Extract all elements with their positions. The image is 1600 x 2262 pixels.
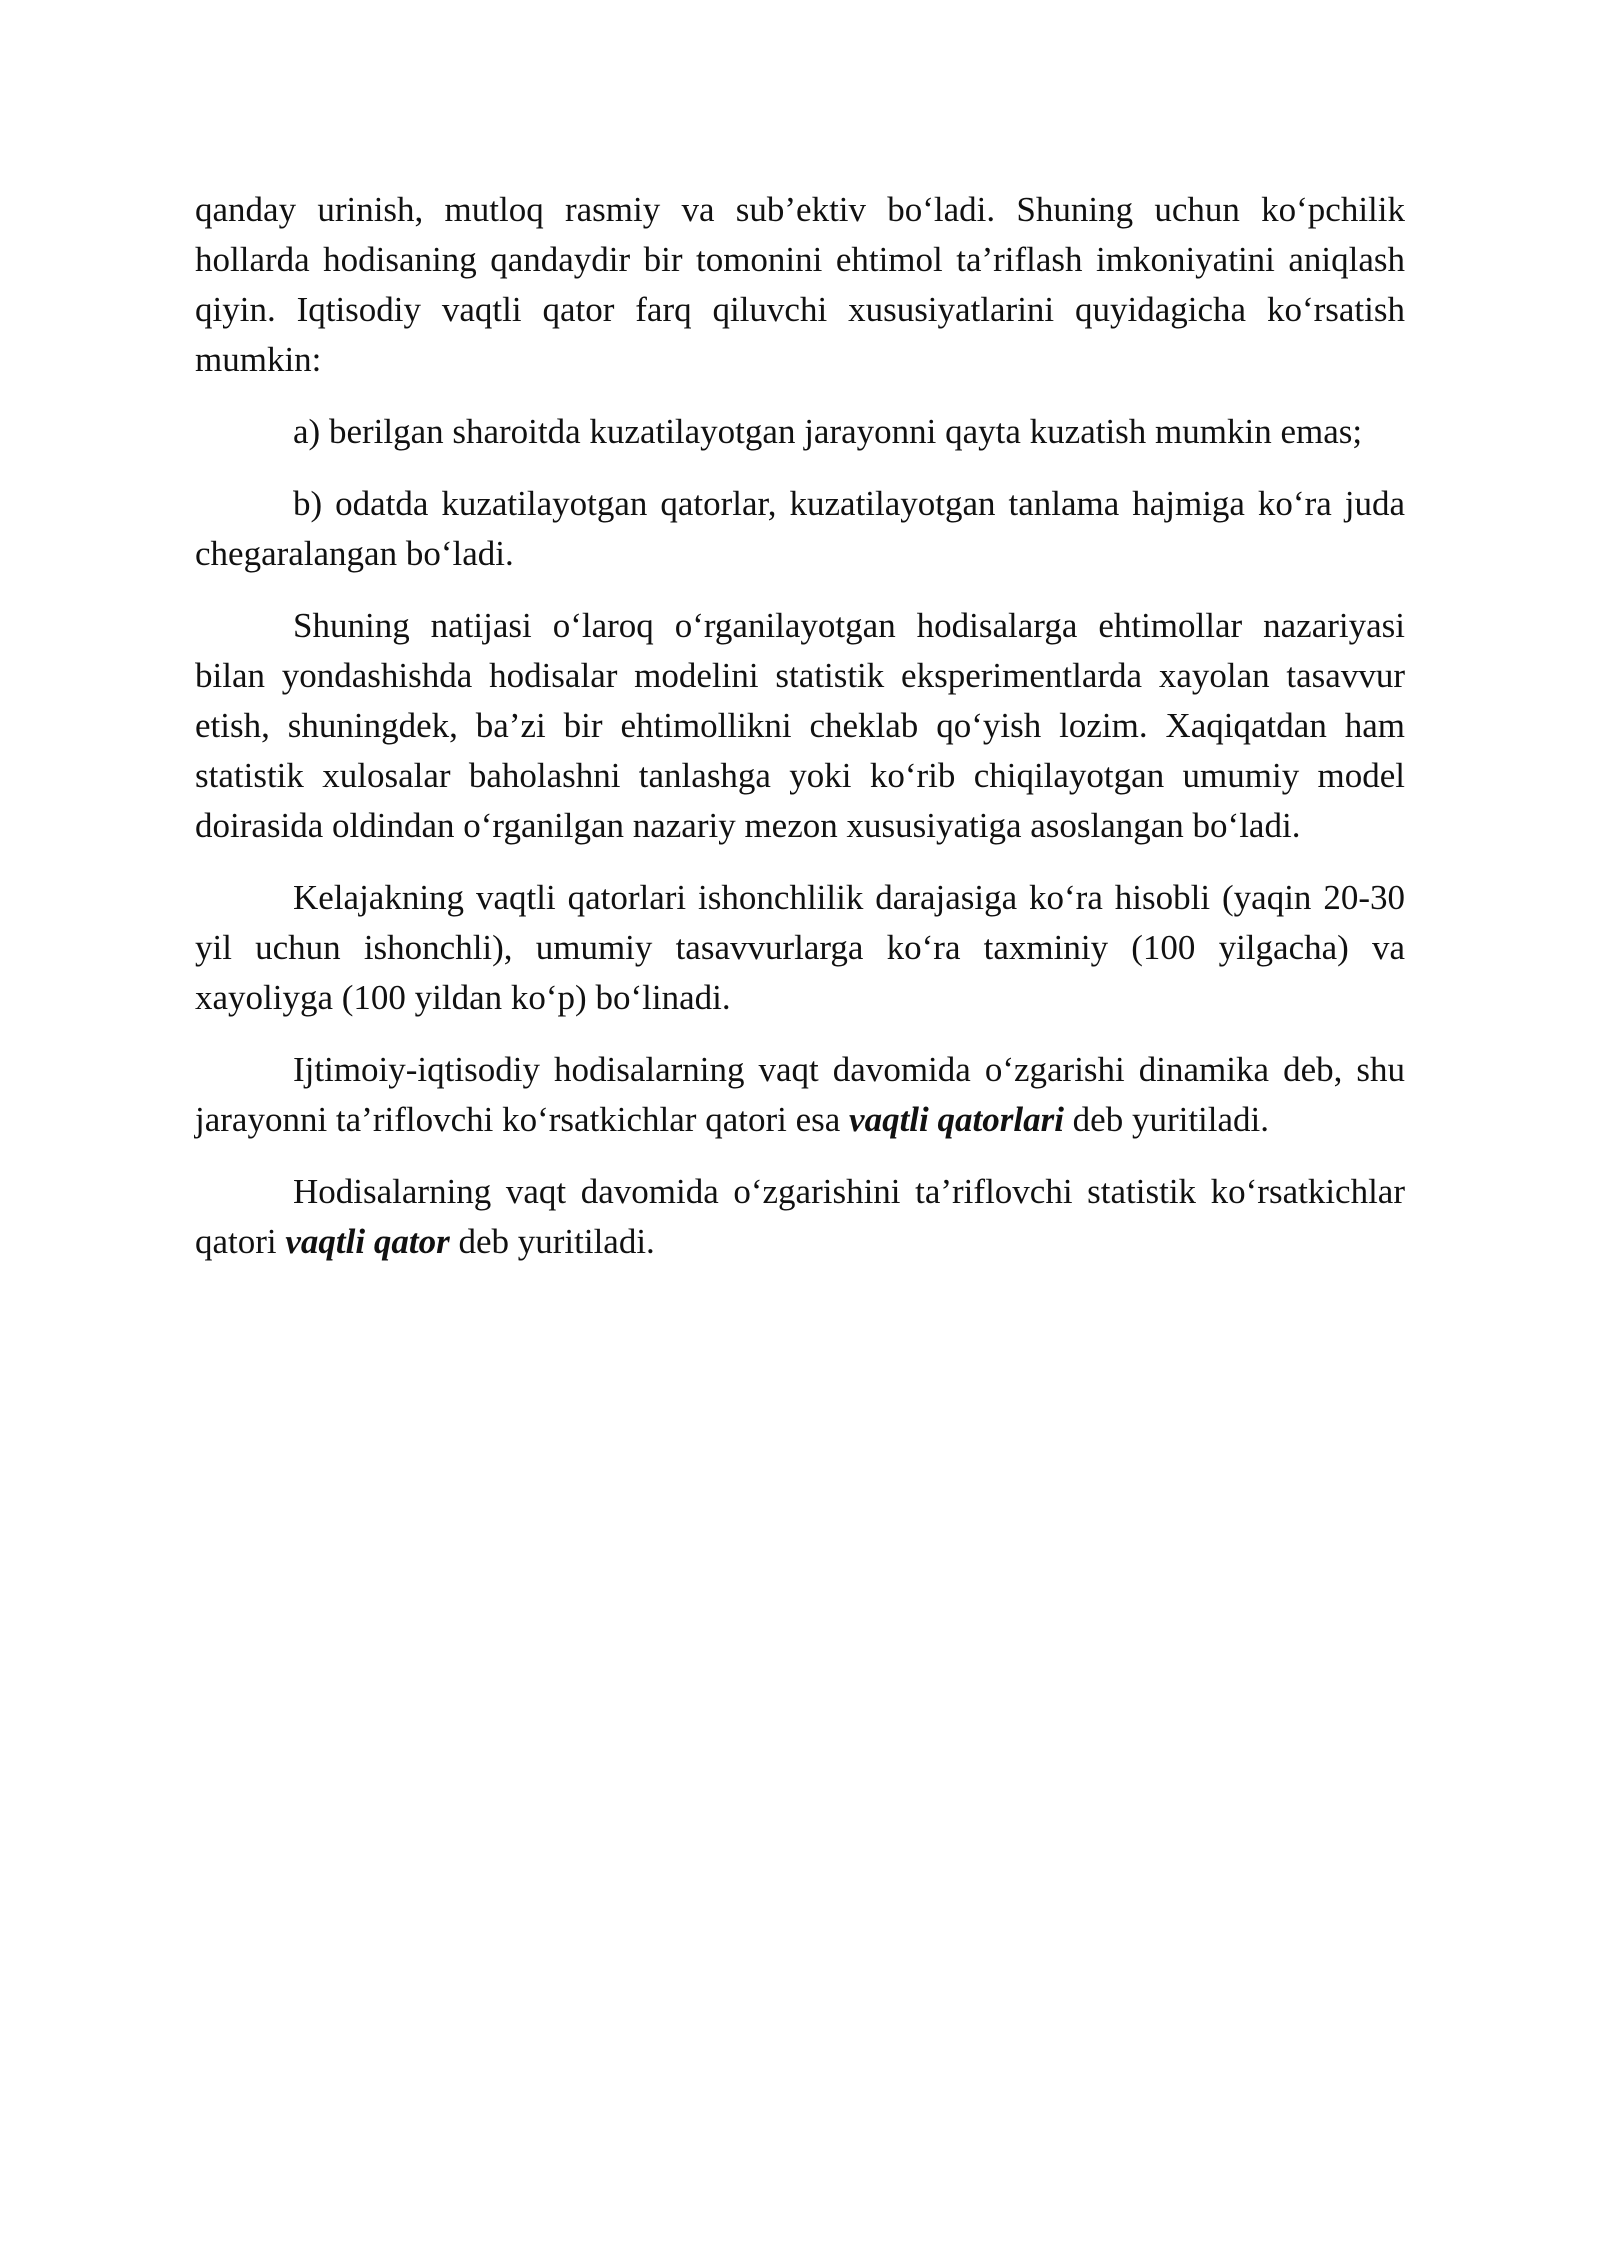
- list-item-a: a) berilgan sharoitda kuzatilayotgan jarayonni qayta kuzatish mumkin emas;: [293, 412, 1363, 451]
- definition-text: Hodisalarning vaqt davomida o‘zgarishini ta’riflovchi statistik ko‘rsatkichlar qatori: [195, 1172, 1405, 1261]
- paragraph-intro: qanday urinish, mutloq rasmiy va sub’ektiv bo‘ladi. Shuning uchun ko‘pchilik hollarda hodisaning qandaydir bir tomonini ehtimol ta’riflash imkoniyatini aniqlash qiyin. Iqtisodiy vaqtli qator farq qiluvchi xususiyatlarini quyidagicha ko‘rsatish mumkin:: [195, 190, 1405, 379]
- definition-text: Ijtimoiy-iqtisodiy hodisalarning vaqt davomida o‘zgarishi dinamika deb, shu jarayonni ta’riflovchi ko‘rsatkichlar qatori esa: [195, 1050, 1405, 1139]
- list-item-b: b) odatda kuzatilayotgan qatorlar, kuzatilayotgan tanlama hajmiga ko‘ra juda chegaralangan bo‘ladi.: [195, 484, 1405, 573]
- definition-term: vaqtli qator: [285, 1222, 450, 1261]
- definition-term: vaqtli qatorlari: [849, 1100, 1064, 1139]
- paragraph-future-series: Kelajakning vaqtli qatorlari ishonchlilik darajasiga ko‘ra hisobli (yaqin 20-30 yil uchun ishonchli), umumiy tasavvurlarga ko‘ra taxminiy (100 yilgacha) va xayoliyga (100 yildan ko‘p) bo‘linadi.: [195, 878, 1405, 1017]
- paragraph-result: Shuning natijasi o‘laroq o‘rganilayotgan hodisalarga ehtimollar nazariyasi bilan yondashishda hodisalar modelini statistik eksperimentlarda xayolan tasavvur etish, shuningdek, ba’zi bir ehtimollikni cheklab qo‘yish lozim. Xaqiqatdan ham statistik xulosalar baholashni tanlashga yoki ko‘rib chiqilayotgan umumiy model doirasida oldindan o‘rganilgan nazariy mezon xususiyatiga asoslangan bo‘ladi.: [195, 606, 1405, 845]
- paragraph-dynamics-definition: [195, 1045, 1405, 1145]
- document-page: [195, 185, 1405, 1289]
- definition-text-end: deb yuritiladi.: [1063, 1100, 1270, 1139]
- paragraph-time-series-definition: [195, 1167, 1405, 1267]
- definition-text-end: deb yuritiladi.: [449, 1222, 655, 1261]
